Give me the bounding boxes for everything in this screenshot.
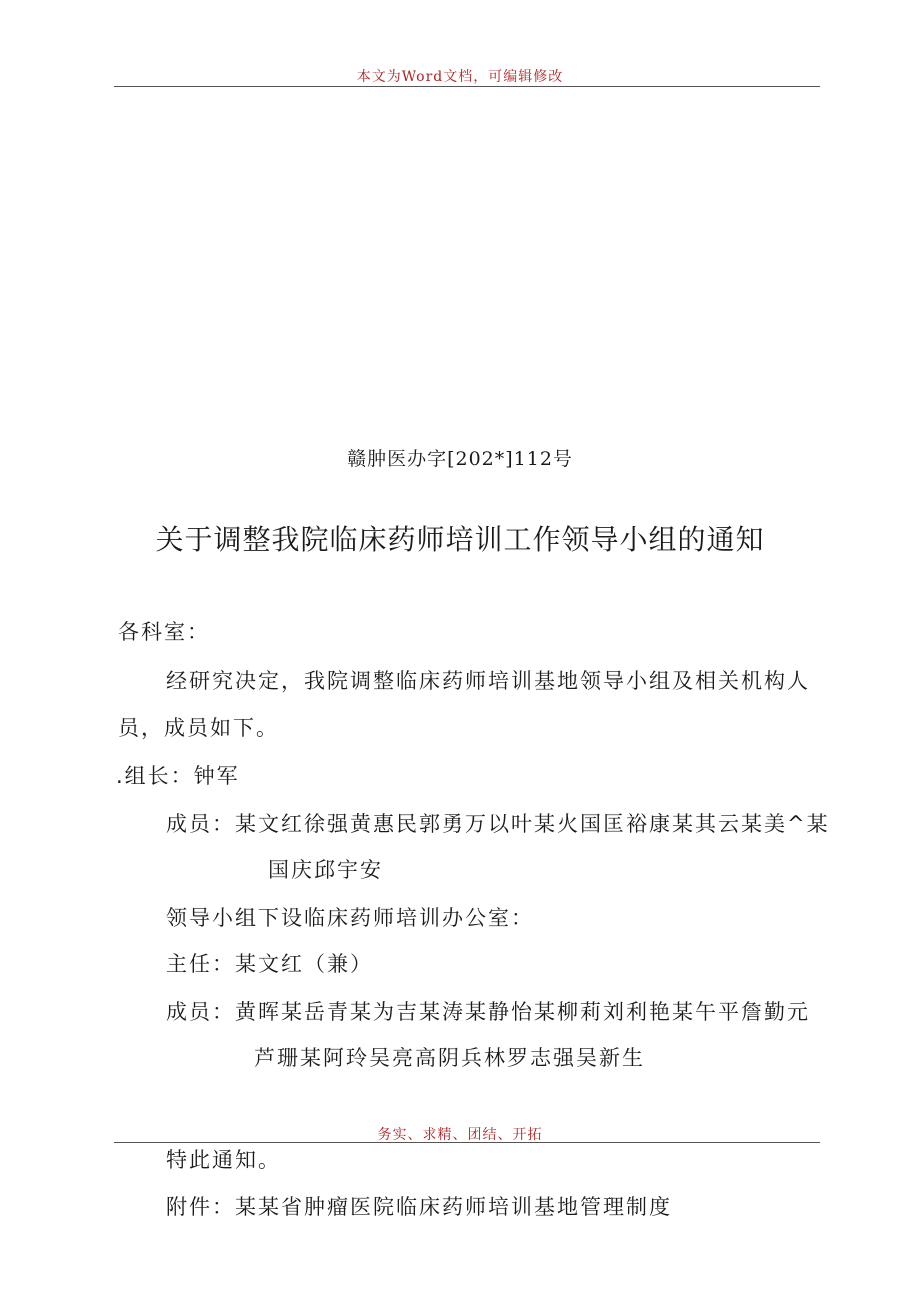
- group-leader: .组长：钟军: [116, 764, 240, 788]
- document-title: 关于调整我院临床药师培训工作领导小组的通知: [155, 523, 765, 556]
- intro-paragraph-line-2: 员，成员如下。: [118, 716, 279, 740]
- office-members-line-1: 成员：黄晖某岳青某为吉某涛某静怡某柳莉刘利艳某午平詹勤元: [166, 1000, 810, 1024]
- office-heading: 领导小组下设临床药师培训办公室：: [166, 906, 534, 930]
- group-members-line-2: 国庆邱宇安: [268, 858, 383, 882]
- intro-paragraph-line-1: 经研究决定，我院调整临床药师培训基地领导小组及相关机构人: [166, 669, 810, 693]
- footer-divider: [114, 1142, 820, 1143]
- attachment-line: 附件：某某省肿瘤医院临床药师培训基地管理制度: [166, 1195, 672, 1219]
- footer-note: 务实、求精、团结、开拓: [377, 1127, 543, 1143]
- office-members-line-2: 芦珊某阿玲吴亮高阴兵林罗志强吴新生: [254, 1046, 645, 1070]
- header-divider: [114, 86, 820, 87]
- document-number: 赣肿医办字[202*]112号: [347, 448, 573, 470]
- header-note: 本文为Word文档，可编辑修改: [356, 69, 564, 85]
- salutation: 各科室：: [118, 620, 210, 644]
- group-members-line-1: 成员：某文红徐强黄惠民郭勇万以叶某火国匡裕康某其云某美^某: [166, 812, 830, 836]
- closing-statement: 特此通知。: [166, 1148, 281, 1172]
- office-director: 主任：某文红（兼）: [166, 952, 373, 976]
